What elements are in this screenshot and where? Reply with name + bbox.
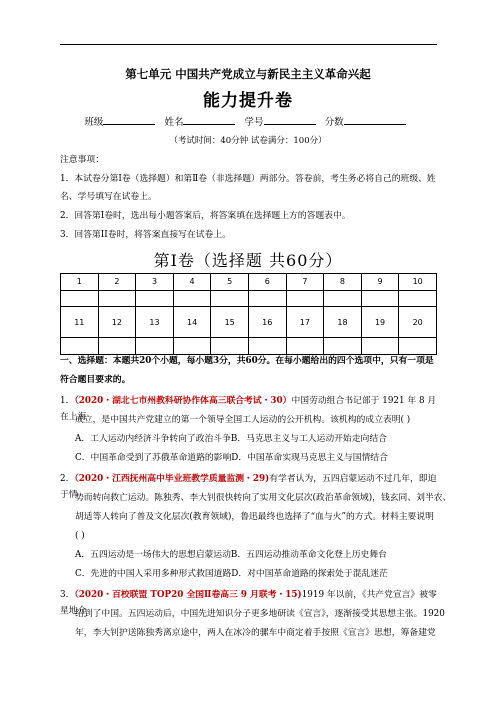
note-item-2: 2．回答第Ⅰ卷时，选出每小题答案后，将答案填在选择题上方的答题表中。 [60,211,351,221]
answer-number: 15 [211,307,249,338]
answer-cell[interactable] [173,290,211,307]
question-text: 中国劳动组合书记部于 1921 年 8 月在上海 [60,396,437,422]
name-label: 姓名 [164,117,184,128]
answer-cell[interactable] [361,290,399,307]
answer-number: 10 [399,274,437,291]
question-3-line3: 年，李大钊护送陈独秀离京途中，两人在冰冷的骡车中商定着手按照《宣言》思想，筹备建党 [75,628,436,638]
note-item-1-line1: 1．本试卷分第Ⅰ卷（选择题）和第Ⅱ卷（非选择题）两部分。答卷前，考生务必将自己的班级、姓 [60,174,436,184]
question-2-options-ab [75,548,445,564]
answer-cell[interactable] [173,338,211,355]
answer-number: 7 [286,274,324,291]
answer-cell[interactable] [248,290,286,307]
answer-number: 13 [136,307,174,338]
answer-number: 1 [61,274,99,291]
answer-table [60,273,437,355]
id-field[interactable] [264,115,316,125]
answer-number: 3 [136,274,174,291]
name-field[interactable] [183,115,235,125]
option-d[interactable]: D．中国革命实现马克思主义与国情结合 [231,453,388,463]
student-info-fields [0,114,496,128]
answer-cell[interactable] [361,338,399,355]
answer-number: 9 [361,274,399,291]
class-field[interactable] [103,115,155,125]
answer-cell[interactable] [324,290,362,307]
top-rule [60,44,437,45]
score-label: 分数 [324,117,344,128]
instructions-line2: 符合题目要求的。 [60,375,131,385]
answer-cell[interactable] [136,290,174,307]
answer-number: 16 [248,307,286,338]
question-2-options-cd [75,567,445,583]
option-b[interactable]: B．五四运动推动革命文化登上历史舞台 [230,550,387,560]
answer-blank-row [61,338,437,355]
score-field[interactable] [344,115,406,125]
question-number: 1． [60,396,75,406]
answer-number-row [61,274,437,291]
question-source: （2020・百校联盟 TOP20 全国Ⅱ卷高三 9 月联考・15) [74,590,302,600]
answer-cell[interactable] [136,338,174,355]
question-2-line4: ( ) [75,531,85,541]
answer-cell[interactable] [61,290,99,307]
answer-number-row [61,307,437,338]
answer-cell[interactable] [61,338,99,355]
answer-cell[interactable] [286,290,324,307]
answer-number: 4 [173,274,211,291]
id-label: 学号 [244,117,264,128]
answer-number: 18 [324,307,362,338]
answer-cell[interactable] [211,338,249,355]
question-source: （2020・湖北七市州教科研协作体高三联合考试・30） [74,396,292,406]
answer-cell[interactable] [286,338,324,355]
question-2-line2: 势而转向救亡运动。陈独秀、李大钊很快转向了实用文化层次(政治革命领域)，钱玄同、刘半农、 [75,493,452,503]
notes-title: 注意事项： [60,155,104,165]
answer-cell[interactable] [399,338,437,355]
question-2-line3: 胡适等人转向了普及文化层次(教育领域)，鲁迅最终也选择了“血与火”的方式。材料主要说明 [75,512,434,522]
answer-cell[interactable] [248,338,286,355]
question-source: （2020・江西抚州高中毕业班教学质量监测・29) [74,474,270,484]
unit-title: 第七单元 中国共产党成立与新民主主义革命兴起 [125,67,371,81]
answer-number: 19 [361,307,399,338]
question-1-options-cd [75,451,445,467]
question-text: 1919 年以前，《共产党宣言》被零星地介 [60,590,437,616]
question-text: 有学者认为，五四启蒙运动不过几年，即迫于情 [60,474,437,500]
answer-cell[interactable] [399,290,437,307]
answer-cell[interactable] [324,338,362,355]
answer-number: 20 [399,307,437,338]
time-info: （考试时间：40分钟 试卷满分：100分） [169,136,327,146]
class-label: 班级 [84,117,104,128]
question-1-options-ab [75,432,445,448]
section-title: 第Ⅰ卷（选择题 共60分） [153,251,343,270]
answer-number: 2 [98,274,136,291]
answer-number: 8 [324,274,362,291]
answer-number: 6 [248,274,286,291]
main-title: 能力提升卷 [203,91,293,111]
option-d[interactable]: D．对中国革命道路的探索处于混乱迷茫 [231,569,388,579]
instructions-line1: 一、选择题：本题共20个小题，每小题3分，共60分。在每小题给出的四个选项中，只有一项是 [60,356,434,366]
note-item-3: 3．回答第II卷时，将答案直接写在试卷上。 [60,230,231,240]
answer-number: 17 [286,307,324,338]
option-a[interactable]: A．五四运动是一场伟大的思想启蒙运动 [75,550,231,560]
answer-cell[interactable] [211,290,249,307]
answer-number: 5 [211,274,249,291]
option-c[interactable]: C．先进的中国人采用多种形式救国道路 [75,569,232,579]
question-1-line2: 成立，是中国共产党建立的第一个领导全国工人运动的公开机构。该机构的成立表明( ) [75,415,411,425]
option-b[interactable]: B．马克思主义与工人运动开始走向结合 [230,434,387,444]
answer-number: 14 [173,307,211,338]
option-a[interactable]: A．工人运动内经济斗争转向了政治斗争 [75,434,231,444]
question-3-line2: 绍到了中国。五四运动后，中国先进知识分子更多地研读《宣言》，逐渐接受其思想主张。1920 [75,609,445,619]
note-item-1-line2: 名、学号填写在试卷上。 [60,192,157,202]
answer-cell[interactable] [98,290,136,307]
question-number: 2． [60,474,75,484]
answer-number: 11 [61,307,99,338]
option-c[interactable]: C．中国革命受到了苏俄革命道路的影响 [75,453,232,463]
answer-number: 12 [98,307,136,338]
answer-blank-row [61,290,437,307]
answer-cell[interactable] [98,338,136,355]
question-number: 3． [60,590,75,600]
